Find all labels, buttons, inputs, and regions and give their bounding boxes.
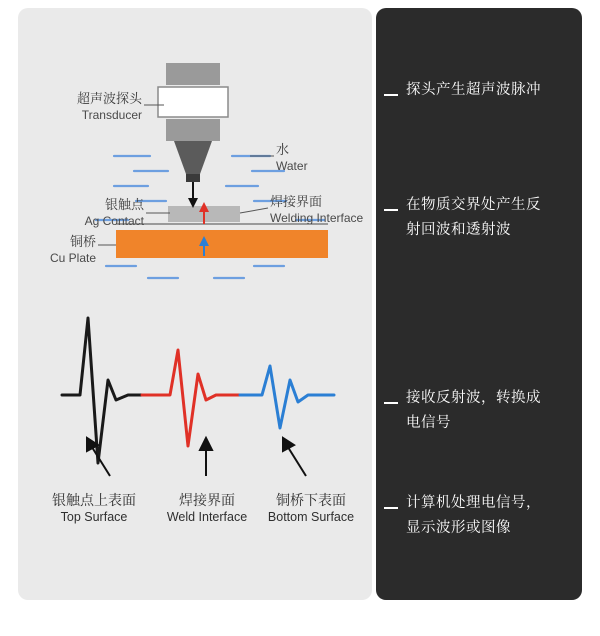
step-item-2 (406, 193, 576, 243)
waveform-top-surface (62, 318, 142, 463)
label-water: 水 Water (276, 142, 308, 173)
welding-interface-leader-line (240, 208, 268, 213)
label-ag-contact: 银触点 Ag Contact (84, 197, 144, 228)
illustration-panel (18, 8, 372, 600)
waveform-weld-interface (142, 350, 240, 446)
step-dash-1 (384, 94, 398, 96)
wave-label-bottom-surface: 铜桥下表面 Bottom Surface (267, 492, 355, 524)
step-1-text: 探头产生超声波脉冲 (406, 82, 541, 98)
step-dash-3 (384, 402, 398, 404)
label-welding-interface: 焊接界面 Welding Interface (270, 194, 364, 225)
step-2-text-line1: 在物质交界处产生反 (406, 197, 541, 213)
pointer-arrow-top (87, 438, 110, 476)
cu-plate-block-icon (116, 230, 328, 258)
step-4-text-line1: 计算机处理电信号， (406, 495, 541, 511)
step-4-text-line2: 显示波形或图像 (406, 520, 511, 536)
transducer-tip-icon (186, 174, 200, 182)
step-dash-4 (384, 507, 398, 509)
waveform-bottom-surface (240, 366, 334, 428)
step-item-1 (406, 78, 576, 103)
incident-beam-icon (188, 182, 198, 208)
step-3-text-line1: 接收反射波，转换成 (406, 390, 541, 406)
transducer-cap-icon (166, 63, 220, 85)
pointer-arrow-bottom (283, 438, 306, 476)
step-item-4 (406, 491, 576, 541)
transducer-cone-icon (174, 141, 212, 174)
steps-panel (376, 8, 582, 600)
label-transducer: 超声波探头 Transducer (76, 91, 142, 122)
wave-label-top-surface: 银触点上表面 Top Surface (52, 492, 136, 524)
step-item-3 (406, 386, 576, 436)
wave-label-weld-interface: 焊接界面 Weld Interface (166, 492, 248, 524)
transducer-collar-icon (166, 119, 220, 141)
step-2-text-line2: 射回波和透射波 (406, 222, 511, 238)
transducer-body-icon (158, 87, 228, 117)
step-3-text-line2: 电信号 (406, 415, 451, 431)
pointer-arrow-weld (200, 438, 212, 476)
label-cu-plate: 铜桥 Cu Plate (49, 234, 96, 265)
step-dash-2 (384, 209, 398, 211)
